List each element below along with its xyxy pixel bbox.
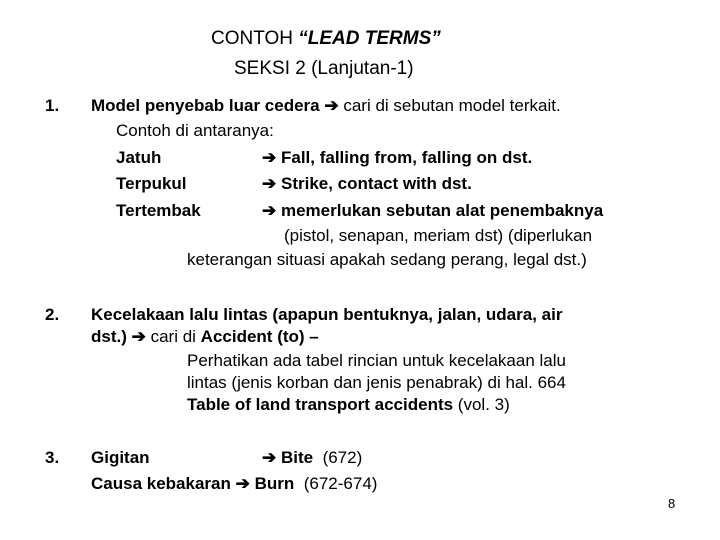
item-3-target-1: ➔ Bite (672) bbox=[262, 448, 363, 467]
item-2-detail-3: Table of land transport accidents (vol. 3) bbox=[187, 395, 510, 414]
item-3-number: 3. bbox=[45, 448, 60, 467]
item-1-heading-bold: Model penyebab luar cedera bbox=[91, 96, 320, 115]
right-arrow-icon: ➔ bbox=[262, 448, 277, 467]
page-number: 8 bbox=[668, 496, 676, 511]
item-1-target-2: ➔ Strike, contact with dst. bbox=[262, 174, 472, 193]
item-1-term-2: Terpukul bbox=[116, 174, 187, 193]
right-arrow-icon: ➔ bbox=[262, 174, 277, 193]
right-arrow-icon: ➔ bbox=[131, 327, 146, 346]
title-emphasis: “LEAD TERMS” bbox=[298, 28, 441, 49]
item-1-note-line-1: (pistol, senapan, meriam dst) (diperlukan bbox=[284, 226, 593, 245]
item-2-line-1: Kecelakaan lalu lintas (apapun bentuknya, jalan, udara, air bbox=[91, 305, 563, 324]
item-1-intro: Contoh di antaranya: bbox=[116, 121, 274, 140]
item-1-note-line-2: keterangan situasi apakah sedang perang, legal dst.) bbox=[187, 250, 587, 269]
item-2-detail-1: Perhatikan ada tabel rincian untuk kecelakaan lalu bbox=[187, 351, 566, 370]
title-line-2: SEKSI 2 (Lanjutan-1) bbox=[234, 58, 414, 79]
item-1-term-3: Tertembak bbox=[116, 201, 201, 220]
item-1-target-3: ➔ memerlukan sebutan alat penembaknya bbox=[262, 201, 604, 220]
item-1-target-1: ➔ Fall, falling from, falling on dst. bbox=[262, 148, 533, 167]
right-arrow-icon: ➔ bbox=[324, 96, 339, 115]
title-prefix: CONTOH bbox=[211, 28, 299, 49]
title-line-1 bbox=[211, 28, 441, 50]
right-arrow-icon: ➔ bbox=[235, 474, 250, 493]
item-3-row-2: Causa kebakaran ➔ Burn (672-674) bbox=[91, 474, 378, 493]
item-2-number: 2. bbox=[45, 305, 60, 324]
item-2-line-2: dst.) ➔ cari di Accident (to) – bbox=[91, 327, 319, 346]
item-3-term-1: Gigitan bbox=[91, 448, 150, 467]
item-1-heading bbox=[91, 96, 561, 116]
right-arrow-icon: ➔ bbox=[262, 148, 277, 167]
item-1-term-1: Jatuh bbox=[116, 148, 162, 167]
item-2-detail-2: lintas (jenis korban dan jenis penabrak) di hal. 664 bbox=[187, 373, 566, 392]
item-1-heading-rest: cari di sebutan model terkait. bbox=[338, 96, 561, 115]
item-1-number: 1. bbox=[45, 96, 60, 115]
item-3-term-2: Causa kebakaran bbox=[91, 474, 231, 493]
right-arrow-icon: ➔ bbox=[262, 201, 277, 220]
